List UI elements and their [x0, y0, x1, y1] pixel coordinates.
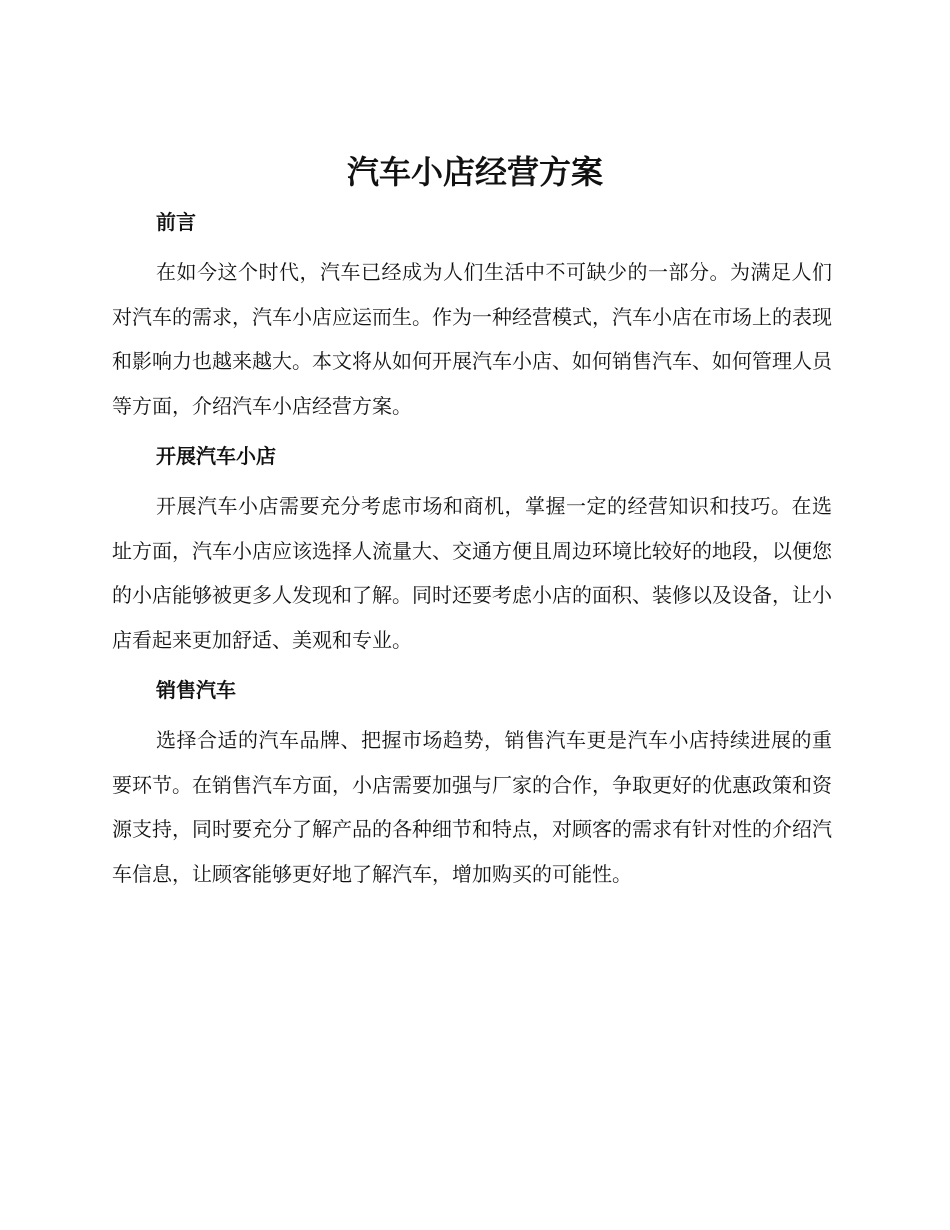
section-paragraph: 开展汽车小店需要充分考虑市场和商机，掌握一定的经营知识和技巧。在选址方面，汽车小店应该选择人流量大、交通方便且周边环境比较好的地段，以便您的小店能够被更多人发现和了解。同时还要考虑小店的面积、装修以及设备，让小店看起来更加舒适、美观和专业。 — [112, 494, 832, 652]
section-heading: 开展汽车小店 — [156, 444, 276, 468]
section-preface — [112, 200, 832, 428]
section-paragraph: 在如今这个时代，汽车已经成为人们生活中不可缺少的一部分。为满足人们对汽车的需求，汽车小店应运而生。作为一种经营模式，汽车小店在市场上的表现和影响力也越来越大。本文将从如何开展汽车小店、如何销售汽车、如何管理人员等方面，介绍汽车小店经营方案。 — [112, 260, 832, 418]
document-title: 汽车小店经营方案 — [346, 153, 603, 191]
document-body — [112, 200, 832, 902]
section-heading: 前言 — [156, 210, 196, 234]
section-open-shop — [112, 434, 832, 662]
section-paragraph: 选择合适的汽车品牌、把握市场趋势，销售汽车更是汽车小店持续进展的重要环节。在销售汽车方面，小店需要加强与厂家的合作，争取更好的优惠政策和资源支持，同时要充分了解产品的各种细节和特点，对顾客的需求有针对性的介绍汽车信息，让顾客能够更好地了解汽车，增加购买的可能性。 — [112, 728, 832, 886]
section-heading: 销售汽车 — [156, 678, 236, 702]
section-sell-cars — [112, 668, 832, 896]
